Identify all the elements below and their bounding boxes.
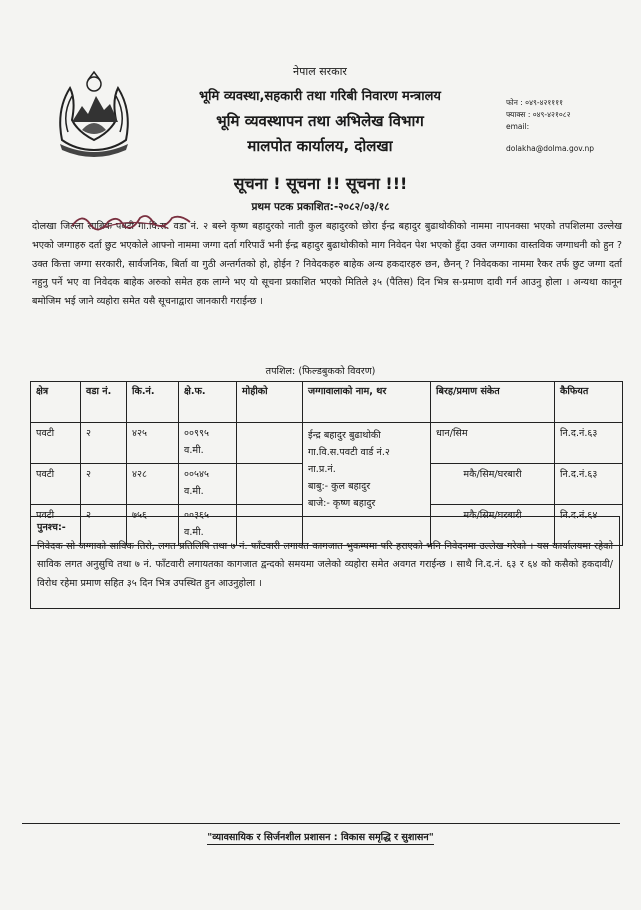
col-kitta: कि.नं. [127, 382, 179, 423]
cell-area: पवटी [31, 505, 81, 546]
handwritten-signature [68, 210, 198, 234]
contact-block [506, 97, 594, 155]
cell-size: ००५४५ व.मी. [179, 464, 237, 505]
remarks-text: निवेदक सो जग्गाको साविक तिरो, लगत प्रतिलिपि तथा ७ नं. फाँटवारी लगायत कागजात भुकम्पमा परि हराएको भनि निवेदनमा उल्लेख गरेको । यस कार्यालयमा रहेको साविक लगत अनुसुचि तथा ७ नं. फाँटवारी लगायतका कागजात द्वन्दको समयमा जलेको व्यहोरा समेत अवगत गराईन्छ । साथै नि.द.नं. ६३ र ६४ को कसैको हकदावी/विरोध रहेमा प्रमाण सहित ३५ दिन भित्र उपस्थित हुन आउनुहोला । [37, 540, 613, 589]
cell-area: पवटी [31, 464, 81, 505]
cell-remark: नि.द.नं.६४ [555, 505, 623, 546]
cell-ward: २ [81, 505, 127, 546]
remarks-box [30, 516, 620, 609]
col-ward: वडा नं. [81, 382, 127, 423]
publication-date: प्रथम पटक प्रकाशित:-२०८२/०३/१८ [251, 201, 390, 213]
col-remark: कैफियत [555, 382, 623, 423]
phone-number: फोन : ०४९-४२११११ [506, 98, 563, 107]
remarks-title: पुनश्च:- [37, 522, 66, 533]
col-tenant: मोहीको [237, 382, 303, 423]
cell-remark: नि.द.नं.६३ [555, 423, 623, 464]
cell-tenant [237, 423, 303, 464]
table-caption: तपशिल: (फिल्डबुकको विवरण) [265, 366, 376, 377]
cell-area: पवटी [31, 423, 81, 464]
footer-slogan: "व्यावसायिक र सिर्जनशील प्रशासन : विकास समृद्धि र सुशासन" [207, 832, 434, 843]
footer-divider [22, 823, 620, 824]
table-header-row [31, 382, 623, 423]
cell-size: ००९९५ व.मी. [179, 423, 237, 464]
cell-proof: मकै/सिम/घरबारी [431, 464, 555, 505]
cell-kitta: ४२५ [127, 423, 179, 464]
cell-tenant [237, 464, 303, 505]
owner-grandfather: बाजे:- कृष्ण बहादुर [308, 498, 376, 509]
cell-proof: धान/सिम [431, 423, 555, 464]
col-proof: बिरह/प्रमाण संकेत [431, 382, 555, 423]
col-owner: जग्गावालाको नाम, थर [303, 382, 431, 423]
email-address: dolakha@dolma.gov.np [506, 144, 595, 153]
col-area: क्षेत्र [31, 382, 81, 423]
table-row [31, 423, 623, 464]
footer-slogan-container [0, 830, 641, 843]
cell-size: ००३६५ व.मी. [179, 505, 237, 546]
ministry-name: भूमि व्यवस्था,सहकारी तथा गरिबी निवारण मन्त्रालय [199, 89, 441, 104]
office-name: मालपोत कार्यालय, दोलखा [247, 137, 393, 155]
government-name: नेपाल सरकार [293, 65, 347, 78]
notice-title: सूचना ! सूचना !! सूचना !!! [233, 174, 408, 193]
owner-name: ईन्द्र बहादुर बुढाथोकी [308, 430, 381, 441]
cell-proof: मकै/सिम/घरबारी [431, 505, 555, 546]
nepal-government-emblem-icon [52, 70, 136, 158]
owner-citizenship: ना.प्र.नं. [308, 464, 336, 475]
cell-kitta: ७५६ [127, 505, 179, 546]
cell-kitta: ४२८ [127, 464, 179, 505]
cell-ward: २ [81, 423, 127, 464]
cell-remark: नि.द.नं.६३ [555, 464, 623, 505]
owner-address: गा.वि.स.पवटी वार्ड नं.२ [308, 447, 390, 458]
notice-body: दोलखा जिल्ला साबिक पवटी गा.वि.स. वडा नं. २ बस्ने कृष्ण बहादुरको नाती कुल बहादुरको छोरा ईन्द्र बहादुर बुढाथोकीको नाममा नापनक्सा भएको तपशिलमा उल्लेख भएको जग्गाहरु दर्ता छुट भएकोले आफ्नो नाममा जग्गा दर्ता गरिपाउँ भनी ईन्द्र बहादुर बुढाथोकीको माग निवेदन पेश भएको हुँदा उक्त जग्गाका वास्तविक जग्गाधनी को हुन ? उक्त कित्ता जग्गा सरकारी, सार्वजनिक, बिर्ता वा गुठी अन्तर्गतको हो, होईन ? निवेदकहरु बाहेक अन्य हकदारहरु छन, छैनन् ? निवेदकका नाममा रैकर तर्फ छुट जग्गा दर्ता नहुनु पर्ने भए वा निवेदक बाहेक अरुको समेत हक लाग्ने भए यो सूचना प्रकाशित भएको मितिले ३५ (पैतिस) दिन भित्र स-प्रमाण दावी गर्न आउनु होला । अन्यथा कानून बमोजिम भई जाने व्यहोरा समेत यसै सूचनाद्वारा जानकारी गराईन्छ । [32, 221, 622, 308]
owner-father: बाबु:- कुल बहादुर [308, 481, 371, 492]
col-size: क्षे.फ. [179, 382, 237, 423]
email-label: email: [506, 122, 530, 131]
fax-number: फ्याक्स : ०४९-४२१०८२ [506, 110, 571, 119]
department-name: भूमि व्यवस्थापन तथा अभिलेख विभाग [216, 112, 424, 130]
cell-ward: २ [81, 464, 127, 505]
